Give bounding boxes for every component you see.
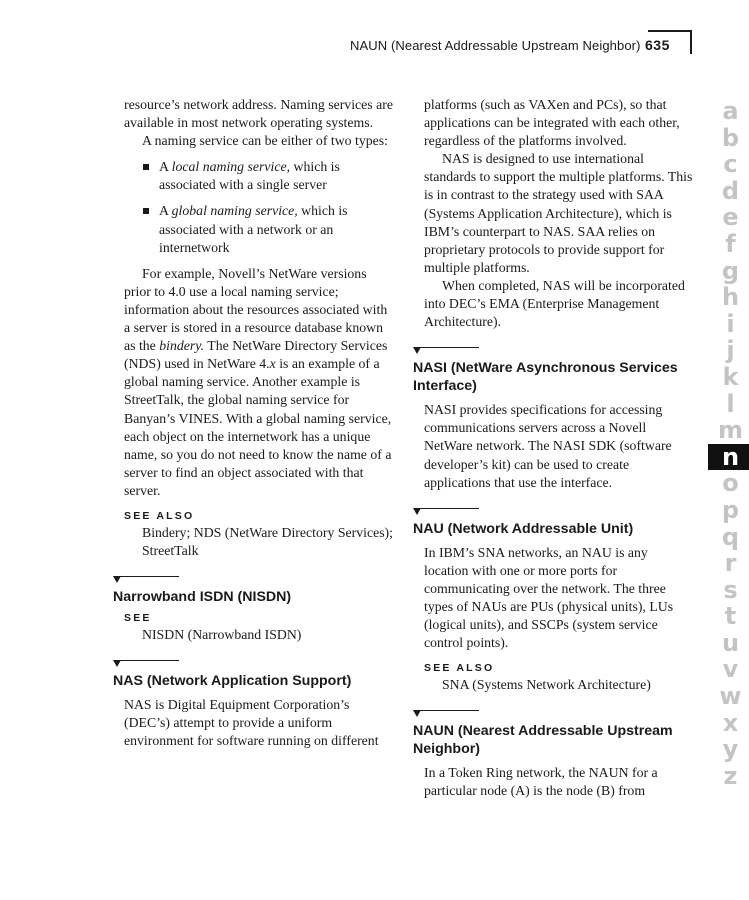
entry-marker <box>113 660 393 670</box>
thumb-index-letter-l: l <box>726 389 735 418</box>
thumb-index-letter-n: n <box>708 444 749 471</box>
nas-ema: When completed, NAS will be incorporated into DEC’s EMA (Enterprise Management Architecture). <box>424 277 685 330</box>
entry-nas <box>113 660 393 750</box>
naming-service-example <box>113 265 393 500</box>
triangle-marker-icon <box>413 508 421 515</box>
entry-body: In a Token Ring network, the NAUN for a particular node (A) is the node (B) from <box>424 765 658 799</box>
running-header <box>350 36 690 60</box>
page-number: 635 <box>645 37 670 53</box>
thumb-index-letter-y: y <box>722 735 739 764</box>
triangle-marker-icon <box>413 710 421 717</box>
bullet-text: which is associated with a single server <box>159 159 340 193</box>
thumb-index-letter-s: s <box>723 575 738 604</box>
right-column <box>413 96 695 801</box>
running-header-title: NAUN (Nearest Addressable Upstream Neighbor) <box>350 38 641 53</box>
bullet-local-naming <box>143 158 393 194</box>
thumb-index-letter-r: r <box>724 549 737 578</box>
marker-rule <box>417 347 479 348</box>
intro-line: resource’s network address. Naming services <box>124 97 377 112</box>
bullet-text: A <box>159 203 172 219</box>
entry-title: NASI (NetWare Asynchronous Services Interface) <box>413 360 678 395</box>
paragraph-term: x <box>269 356 276 372</box>
nas-standards: NAS is designed to use international standards to support the multiple platforms. This is in contrast to the strategy used with SAA (Systems Application Architecture), which is IBM’s counterpart to NAS. SAA relies on proprietary protocols to provide support for multiple platforms. <box>424 151 693 275</box>
entry-title: NAUN (Nearest Addressable Upstream Neighbor) <box>413 723 673 758</box>
paragraph-term: bindery. <box>159 338 205 354</box>
marker-rule <box>117 576 179 577</box>
thumb-index-letter-i: i <box>726 309 735 338</box>
thumb-index-letter-o: o <box>722 469 739 498</box>
see-also-label: SEE ALSO <box>124 509 195 522</box>
triangle-marker-icon <box>413 347 421 354</box>
thumb-index-letter-c: c <box>723 150 738 179</box>
thumb-index-letter-x: x <box>722 708 739 737</box>
bullet-marker <box>143 208 149 214</box>
thumb-index-letter-g: g <box>721 256 740 285</box>
entry-title: NAS (Network Application Support) <box>113 673 352 690</box>
thumb-index-letter-d: d <box>721 176 740 205</box>
entry-marker <box>113 576 393 586</box>
entry-marker <box>413 508 695 518</box>
thumb-index-letter-h: h <box>721 283 740 312</box>
marker-rule <box>117 660 179 661</box>
entry-marker <box>413 347 695 357</box>
thumb-index-letter-z: z <box>723 761 738 790</box>
thumb-index-letter-e: e <box>722 203 739 232</box>
thumb-index-letter-v: v <box>722 655 739 684</box>
see-label: SEE <box>124 612 152 625</box>
bullet-term: global naming service, <box>171 203 298 219</box>
paragraph-text: is an example of a global naming service. Another example is StreetTalk, the global naming service for Banyan’s VINES. With a global naming service, each object on the internetwork has a unique name, so you do not need to know the name of a server to find an object associated with that server. <box>124 356 392 498</box>
nas-continued: platforms (such as VAXen and PCs), so that applications can be integrated with each other, regardless of the platforms involved. <box>424 97 680 149</box>
bullet-global-naming <box>143 202 393 256</box>
entry-title: Narrowband ISDN (NISDN) <box>113 589 292 606</box>
thumb-index-letter-b: b <box>721 123 740 152</box>
thumb-index-letter-t: t <box>724 602 737 631</box>
see-also-label: SEE ALSO <box>424 662 495 675</box>
thumb-index-letter-q: q <box>721 522 740 551</box>
thumb-index-letter-p: p <box>721 495 740 524</box>
thumb-index-letter-u: u <box>721 628 740 657</box>
thumb-index-letter-m: m <box>717 416 743 445</box>
marker-rule <box>417 508 479 509</box>
header-rule-vertical <box>690 30 692 54</box>
thumb-index-letter-j: j <box>726 336 735 365</box>
naming-service-types: A naming service can be either of two types: <box>142 133 388 149</box>
bullet-text: A <box>159 159 172 175</box>
thumb-index-letter-w: w <box>719 682 742 711</box>
thumb-index <box>708 98 749 789</box>
header-rule-horizontal <box>648 30 692 32</box>
paragraph-text: The NetWare Directory Services (NDS) used in NetWare 4. <box>124 338 388 372</box>
entry-title: NAU (Network Addressable Unit) <box>413 520 634 537</box>
see-text: NISDN (Narrowband ISDN) <box>142 627 302 643</box>
thumb-index-letter-f: f <box>725 229 736 258</box>
bullet-term: local naming service, <box>171 159 291 175</box>
entry-nasi <box>413 347 695 491</box>
thumb-index-letter-k: k <box>722 362 739 391</box>
entry-body: NAS is Digital Equipment Corporation’s (DEC’s) attempt to provide a uniform environment for software running on different <box>124 697 379 749</box>
entry-body: In IBM’s SNA networks, an NAU is any location with one or more ports for communicating over the network. The three types of NAUs are PUs (physical units), LUs (logical units), and SSCPs (system service control points). <box>424 544 674 651</box>
naming-service-list <box>113 158 393 256</box>
see-also-text: Bindery; NDS (NetWare Directory Services); StreetTalk <box>142 524 393 559</box>
bullet-text: which is associated with a network or an internetwork <box>159 203 348 255</box>
entry-nau <box>413 508 695 695</box>
triangle-marker-icon <box>113 660 121 667</box>
intro-line: are available in most network operating <box>124 97 393 131</box>
paragraph-text: For example, Novell’s NetWare versions prior to 4.0 use a local naming service; information about the resources associated with a server is stored in a resource database known as the <box>124 265 388 354</box>
entry-narrowband-isdn <box>113 576 393 644</box>
intro-line: systems. <box>325 115 374 131</box>
entry-naun <box>413 710 695 800</box>
entry-marker <box>413 710 695 720</box>
thumb-index-letter-a: a <box>722 97 739 125</box>
marker-rule <box>417 710 479 711</box>
left-column <box>113 96 393 751</box>
see-also-text: SNA (Systems Network Architecture) <box>442 677 651 693</box>
naming-service-intro <box>113 96 393 132</box>
bullet-marker <box>143 164 149 170</box>
entry-body: NASI provides specifications for accessing communications servers across a Novell NetWare network. The NASI SDK (software developer’s kit) can be used to create applications that use the interface. <box>424 402 672 490</box>
triangle-marker-icon <box>113 576 121 583</box>
